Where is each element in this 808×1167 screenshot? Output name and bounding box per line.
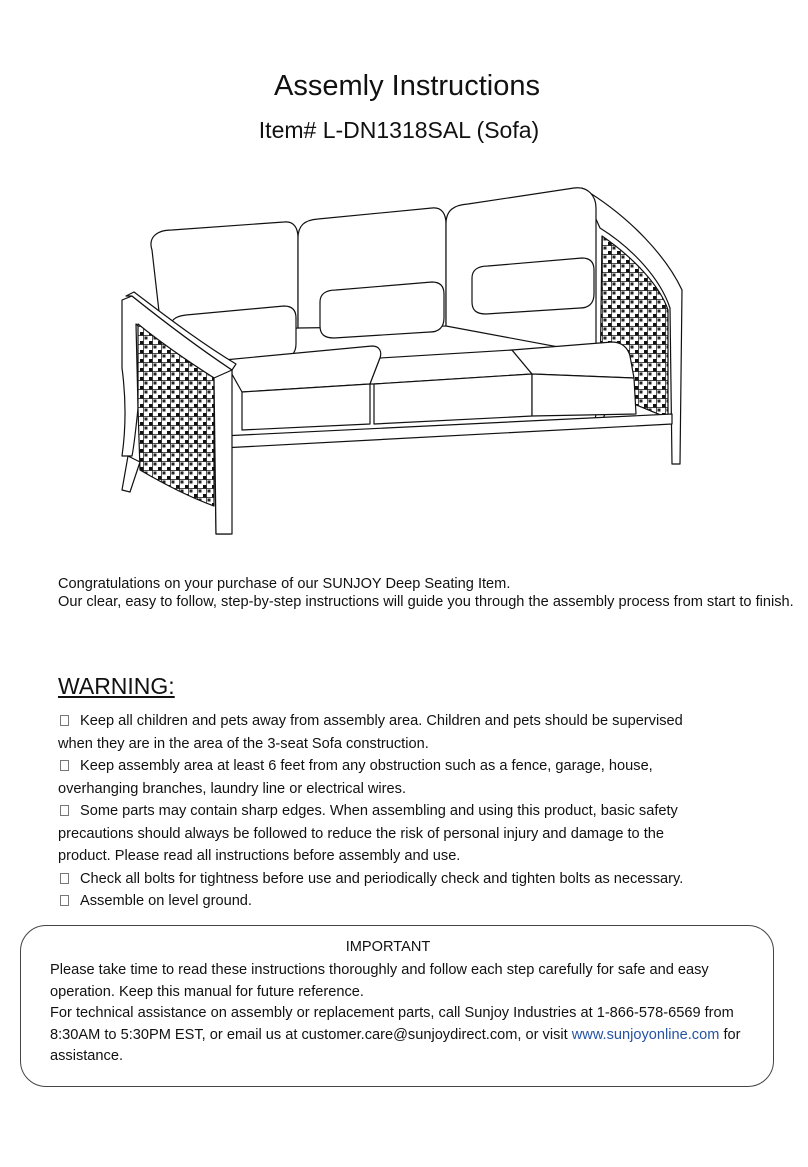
left-front-leg <box>214 370 232 534</box>
important-body <box>50 960 750 1068</box>
item-number: Item# L-DN1318SAL (Sofa) <box>258 117 540 143</box>
checkbox-glyph-icon <box>60 895 69 906</box>
important-paragraph-1: Please take time to read these instructions thoroughly and follow each step carefully for safe and easy operation. Keep this manual for future reference. <box>50 962 709 1000</box>
warning-item: Assemble on level ground. <box>58 890 718 913</box>
important-heading: IMPORTANT <box>345 939 431 955</box>
warning-list <box>58 710 718 913</box>
warning-item: Keep all children and pets away from assembly area. Children and pets should be supervised when they are in the area of the 3-seat Sofa construction. <box>58 713 683 752</box>
warning-heading: WARNING: <box>58 673 175 699</box>
warning-item: Some parts may contain sharp edges. When assembling and using this product, basic safety precautions should always be followed to reduce the risk of personal injury and damage to the product. Please read all instructions before assembly and use. <box>58 803 678 864</box>
sofa-illustration <box>112 178 712 538</box>
lumbar-pillow-middle <box>320 282 444 338</box>
intro-line-2: Our clear, easy to follow, step-by-step instructions will guide you through the assembly process from start to finish. <box>58 594 794 610</box>
intro-line-1: Congratulations on your purchase of our SUNJOY Deep Seating Item. <box>58 576 511 592</box>
seat-cushion-right <box>512 342 634 378</box>
lumbar-pillow-right <box>472 258 594 314</box>
checkbox-glyph-icon <box>60 805 69 816</box>
important-box <box>20 925 774 1087</box>
important-paragraph-2: For technical assistance on assembly or replacement parts, call Sunjoy Industries at 1-866-578-6569 from 8:30AM to 5:30PM EST, or email us at customer.care@sunjoydirect.com, or visit www.sunjoyonline.com for assistance. <box>50 1005 741 1064</box>
checkbox-glyph-icon <box>60 760 69 771</box>
warning-item: Keep assembly area at least 6 feet from any obstruction such as a fence, garage, house, overhanging branches, laundry line or electrical wires. <box>58 758 653 797</box>
checkbox-glyph-icon <box>60 873 69 884</box>
page-title: Assemly Instructions <box>274 70 540 102</box>
checkbox-glyph-icon <box>60 715 69 726</box>
left-back-leg <box>122 456 140 492</box>
intro-text <box>58 575 803 611</box>
website-link[interactable]: www.sunjoyonline.com <box>571 1026 720 1043</box>
warning-item: Check all bolts for tightness before use and periodically check and tighten bolts as necessary. <box>58 868 718 891</box>
